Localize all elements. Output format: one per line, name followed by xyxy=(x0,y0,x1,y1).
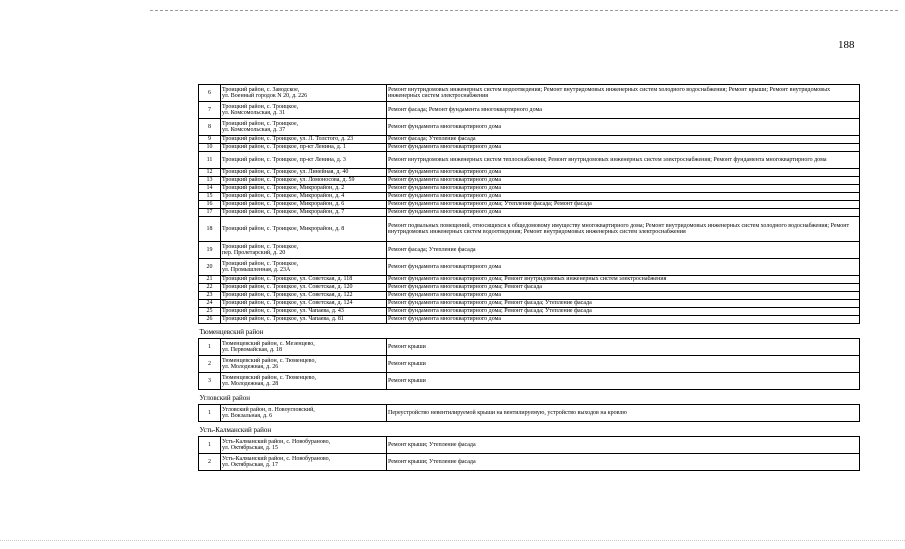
table-row xyxy=(199,193,860,201)
row-number: 6 xyxy=(199,85,221,102)
work-types-cell: Ремонт фундамента многоквартирного дома xyxy=(387,193,860,201)
address-line: пер. Пролетарский, д. 20 xyxy=(222,250,286,256)
work-types-cell: Ремонт фундамента многоквартирного дома xyxy=(387,144,860,152)
work-types-cell: Ремонт фундамента многоквартирного дома xyxy=(387,185,860,193)
address-line: Троицкий район, с. Троицкое, ул. Линейная, д. 40 xyxy=(222,169,349,176)
row-number: 11 xyxy=(199,152,221,169)
address-line: Троицкий район, с. Троицкое, ул. Советская, д. 124 xyxy=(222,300,353,307)
address-cell xyxy=(221,259,387,276)
work-types-cell: Ремонт фундамента многоквартирного дома xyxy=(387,292,860,300)
address-cell xyxy=(221,177,387,185)
work-types-cell: Ремонт фундамента многоквартирного дома xyxy=(387,316,860,324)
address-line: ул. Первомайская, д. 18 xyxy=(222,347,282,353)
table-row xyxy=(199,259,860,276)
row-number: 25 xyxy=(199,308,221,316)
row-number: 1 xyxy=(199,405,221,422)
row-number: 26 xyxy=(199,316,221,324)
address-cell xyxy=(221,284,387,292)
repair-table-body xyxy=(199,85,860,471)
address-cell xyxy=(221,209,387,217)
address-line: Троицкий район, с. Троицкое, ул. Чапаева, д. 81 xyxy=(222,316,344,323)
scan-top-border xyxy=(150,10,898,11)
table-row xyxy=(199,437,860,454)
table-row xyxy=(199,316,860,324)
table-row xyxy=(199,177,860,185)
table-row xyxy=(199,136,860,144)
row-number: 16 xyxy=(199,201,221,209)
table-row xyxy=(199,405,860,422)
table-row xyxy=(199,102,860,119)
address-cell xyxy=(221,454,387,471)
scan-bottom-border xyxy=(0,540,905,541)
row-number: 18 xyxy=(199,217,221,242)
table-row xyxy=(199,169,860,177)
table-row xyxy=(199,217,860,242)
row-number: 7 xyxy=(199,102,221,119)
table-row xyxy=(199,85,860,102)
row-number: 14 xyxy=(199,185,221,193)
work-types-cell: Ремонт фундамента многоквартирного дома xyxy=(387,259,860,276)
address-line: Тюменцевский район, с. Тюменцево, xyxy=(222,374,316,381)
table-row xyxy=(199,185,860,193)
table-row xyxy=(199,292,860,300)
district-header-row xyxy=(199,324,860,339)
work-types-cell: Ремонт фундамента многоквартирного дома xyxy=(387,177,860,185)
address-line: Усть-Калманский район, с. Новобураново, xyxy=(222,455,331,462)
address-line: Троицкий район, с. Троицкое, xyxy=(222,103,299,110)
row-number: 2 xyxy=(199,454,221,471)
address-line: Троицкий район, с. Троицкое, Микрорайон, д. 2 xyxy=(222,185,345,192)
table-row xyxy=(199,201,860,209)
work-types-cell: Ремонт подвальных помещений, относящихся к общедомовому имуществу многоквартирного дома; Ремонт внутридомовых инженерных систем холодного водоснабжения; Ремонт внутридомовых инженерных систем водоотведения; Ремонт внутридомовых инженерных систем электроснабжения xyxy=(387,217,860,242)
district-name: Угловский район xyxy=(199,390,860,405)
table-row xyxy=(199,308,860,316)
row-number: 1 xyxy=(199,339,221,356)
address-line: Троицкий район, с. Троицкое, ул. Л. Толстого, д. 23 xyxy=(222,136,354,143)
work-types-cell: Ремонт крыши xyxy=(387,373,860,390)
address-line: ул. Молодежная, д. 26 xyxy=(222,364,279,370)
table-row xyxy=(199,284,860,292)
address-cell xyxy=(221,193,387,201)
district-header-row xyxy=(199,422,860,437)
work-types-cell: Ремонт фундамента многоквартирного дома; Ремонт внутридомовых инженерных систем электроснабжения xyxy=(387,276,860,284)
address-line: Троицкий район, с. Троицкое, xyxy=(222,243,299,250)
table-row xyxy=(199,209,860,217)
page-number: 188 xyxy=(838,39,855,51)
district-name: Усть-Калманский район xyxy=(199,422,860,437)
address-line: ул. Молодежная, д. 28 xyxy=(222,381,279,387)
work-types-cell: Ремонт крыши xyxy=(387,356,860,373)
table-row xyxy=(199,339,860,356)
address-cell xyxy=(221,316,387,324)
address-line: Троицкий район, с. Троицкое, пр-кт Ленина, д. 3 xyxy=(222,156,346,163)
district-header-row xyxy=(199,390,860,405)
address-cell xyxy=(221,242,387,259)
address-cell xyxy=(221,339,387,356)
work-types-cell: Ремонт фундамента многоквартирного дома; Ремонт фасада; Утепление фасада xyxy=(387,300,860,308)
row-number: 1 xyxy=(199,437,221,454)
work-types-cell: Ремонт фундамента многоквартирного дома; Ремонт фасада xyxy=(387,284,860,292)
table-row xyxy=(199,152,860,169)
address-line: Троицкий район, с. Троицкое, пр-кт Ленина, д. 1 xyxy=(222,144,346,151)
address-line: Тюменцевский район, с. Тюменцево, xyxy=(222,357,316,364)
row-number: 9 xyxy=(199,136,221,144)
work-types-cell: Ремонт фасада; Утепление фасада xyxy=(387,136,860,144)
work-types-cell: Ремонт крыши xyxy=(387,339,860,356)
row-number: 2 xyxy=(199,356,221,373)
address-line: Троицкий район, с. Троицкое, Микрорайон, д. 8 xyxy=(222,225,345,232)
address-line: ул. Промышленная, д. 23А xyxy=(222,267,291,273)
address-cell xyxy=(221,292,387,300)
address-cell xyxy=(221,276,387,284)
work-types-cell: Ремонт крыши; Утепление фасада xyxy=(387,437,860,454)
work-types-cell: Ремонт фундамента многоквартирного дома; Ремонт фасада; Утепление фасада xyxy=(387,308,860,316)
row-number: 17 xyxy=(199,209,221,217)
table-row xyxy=(199,454,860,471)
address-line: Троицкий район, с. Троицкое, ул. Чапаева, д. 43 xyxy=(222,308,344,315)
work-types-cell: Ремонт фундамента многоквартирного дома; Утепление фасада; Ремонт фасада xyxy=(387,201,860,209)
repair-table xyxy=(198,84,860,471)
table-row xyxy=(199,373,860,390)
work-types-cell: Ремонт внутридомовых инженерных систем водоотведения; Ремонт внутридомовых инженерных систем холодного водоснабжения; Ремонт крыши; Ремонт внутридомовых инженерных систем электроснабжения xyxy=(387,85,860,102)
address-cell xyxy=(221,102,387,119)
address-cell xyxy=(221,152,387,169)
row-number: 3 xyxy=(199,373,221,390)
address-line: ул. Вокзальная, д. 6 xyxy=(222,413,273,419)
work-types-cell: Переустройство невентилируемой крыши на вентилируемую, устройство выходов на кровлю xyxy=(387,405,860,422)
address-cell xyxy=(221,144,387,152)
address-line: Троицкий район, с. Троицкое, Микрорайон, д. 7 xyxy=(222,209,345,216)
row-number: 23 xyxy=(199,292,221,300)
address-cell xyxy=(221,300,387,308)
work-types-cell: Ремонт фасада; Утепление фасада xyxy=(387,242,860,259)
address-line: Троицкий район, с. Троицкое, xyxy=(222,260,299,267)
table-row xyxy=(199,119,860,136)
address-line: Троицкий район, с. Троицкое, ул. Советская, д. 118 xyxy=(222,276,353,283)
address-cell xyxy=(221,373,387,390)
row-number: 19 xyxy=(199,242,221,259)
row-number: 15 xyxy=(199,193,221,201)
row-number: 10 xyxy=(199,144,221,152)
address-cell xyxy=(221,437,387,454)
address-line: Тюменцевский район, с. Мезенцево, xyxy=(222,340,315,347)
row-number: 8 xyxy=(199,119,221,136)
address-line: Троицкий район, с. Троицкое, Микрорайон, д. 6 xyxy=(222,201,345,208)
address-line: ул. Военный городок N 20, д. 226 xyxy=(222,93,308,99)
table-row xyxy=(199,144,860,152)
address-cell xyxy=(221,308,387,316)
address-line: Троицкий район, с. Троицкое, ул. Ломоносова, д. 59 xyxy=(222,177,355,184)
row-number: 20 xyxy=(199,259,221,276)
address-line: ул. Комсомольская, д. 31 xyxy=(222,110,286,116)
row-number: 22 xyxy=(199,284,221,292)
district-name: Тюменцевский район xyxy=(199,324,860,339)
row-number: 21 xyxy=(199,276,221,284)
table-row xyxy=(199,356,860,373)
address-cell xyxy=(221,356,387,373)
table-row xyxy=(199,242,860,259)
work-types-cell: Ремонт крыши; Утепление фасада xyxy=(387,454,860,471)
address-line: Троицкий район, с. Троицкое, xyxy=(222,120,299,127)
address-line: Троицкий район, с. Троицкое, ул. Советская, д. 120 xyxy=(222,284,353,291)
repair-table-container xyxy=(198,84,860,471)
address-cell xyxy=(221,85,387,102)
address-cell xyxy=(221,136,387,144)
address-cell xyxy=(221,201,387,209)
address-cell xyxy=(221,405,387,422)
address-line: Троицкий район, с. Троицкое, ул. Советская, д. 122 xyxy=(222,292,353,299)
address-line: Троицкий район, с. Заводское, xyxy=(222,86,300,93)
work-types-cell: Ремонт внутридомовых инженерных систем теплоснабжения; Ремонт внутридомовых инженерных систем электроснабжения; Ремонт фундамента многоквартирного дома xyxy=(387,152,860,169)
address-cell xyxy=(221,185,387,193)
work-types-cell: Ремонт фасада; Ремонт фундамента многоквартирного дома xyxy=(387,102,860,119)
table-row xyxy=(199,276,860,284)
address-line: Троицкий район, с. Троицкое, Микрорайон, д. 4 xyxy=(222,193,345,200)
address-cell xyxy=(221,169,387,177)
work-types-cell: Ремонт фундамента многоквартирного дома xyxy=(387,169,860,177)
address-line: ул. Октябрьская, д. 15 xyxy=(222,445,278,451)
address-line: ул. Комсомольская, д. 37 xyxy=(222,127,286,133)
row-number: 12 xyxy=(199,169,221,177)
address-line: Усть-Калманский район, с. Новобураново, xyxy=(222,438,331,445)
address-line: Угловский район, п. Новоугловский, xyxy=(222,406,315,413)
address-line: ул. Октябрьская, д. 17 xyxy=(222,462,278,468)
table-row xyxy=(199,300,860,308)
address-cell xyxy=(221,217,387,242)
work-types-cell: Ремонт фундамента многоквартирного дома xyxy=(387,209,860,217)
address-cell xyxy=(221,119,387,136)
row-number: 24 xyxy=(199,300,221,308)
row-number: 13 xyxy=(199,177,221,185)
work-types-cell: Ремонт фундамента многоквартирного дома xyxy=(387,119,860,136)
